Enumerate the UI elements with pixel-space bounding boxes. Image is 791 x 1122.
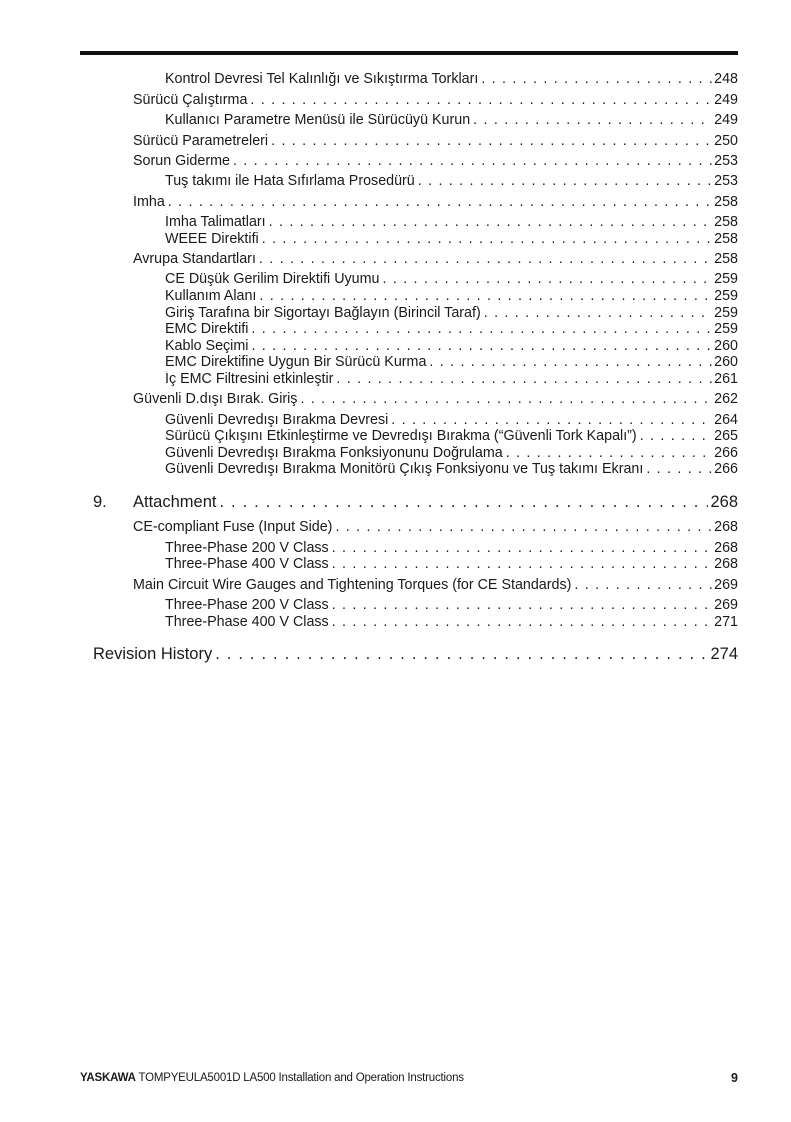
toc-entry-page: 268 (714, 540, 738, 556)
toc-entry[interactable] (133, 92, 738, 109)
toc-entry-page: 264 (714, 412, 738, 428)
toc-dot-leader (484, 305, 712, 322)
toc-entry-page: 274 (710, 645, 738, 663)
toc-entry[interactable] (133, 153, 738, 170)
toc-entry-title: EMC Direktifine Uygun Bir Sürücü Kurma (165, 354, 427, 370)
toc-entry[interactable] (165, 338, 738, 355)
toc-entry[interactable] (165, 271, 738, 288)
toc-entry-title: İmha (133, 194, 165, 210)
toc-entry[interactable] (133, 251, 738, 268)
toc-entry-title: İç EMC Filtresini etkinleştir (165, 371, 334, 387)
toc-entry-title: Kullanım Alanı (165, 288, 257, 304)
toc-entry-title: Sürücü Çıkışını Etkinleştirme ve Devredışı Bırakma (“Güvenli Tork Kapalı”) (165, 428, 637, 444)
toc-entry-title: CE-compliant Fuse (Input Side) (133, 519, 333, 535)
toc-dot-leader (219, 492, 708, 512)
toc-dot-leader (506, 445, 712, 462)
toc-entry[interactable] (133, 391, 738, 408)
toc-dot-leader (259, 251, 712, 268)
toc-entry-title: Giriş Tarafına bir Sigortayı Bağlayın (Birincil Taraf) (165, 305, 481, 321)
toc-dot-leader (332, 614, 712, 631)
toc-entry-page: 271 (714, 614, 738, 630)
toc-entry[interactable] (133, 133, 738, 150)
toc-dot-leader (574, 577, 712, 594)
toc-entry[interactable] (165, 412, 738, 429)
toc-entry[interactable] (165, 71, 738, 88)
toc-entry-page: 260 (714, 338, 738, 354)
toc-entry-page: 253 (714, 153, 738, 169)
toc-entry-page: 258 (714, 194, 738, 210)
toc-entry[interactable] (165, 445, 738, 462)
toc-dot-leader (251, 321, 712, 338)
toc-entry-title: Kullanıcı Parametre Menüsü ile Sürücüyü Kurun (165, 112, 471, 128)
toc-entry-title: Main Circuit Wire Gauges and Tightening Torques (for CE Standards) (133, 577, 572, 593)
toc-entry-page: 258 (714, 231, 738, 247)
toc-entry-title: Güvenli D.dışı Bırak. Giriş (133, 391, 298, 407)
toc-dot-leader (233, 153, 712, 170)
toc-entry-page: 253 (714, 173, 738, 189)
toc-dot-leader (262, 231, 712, 248)
toc-entry-page: 269 (714, 597, 738, 613)
toc-dot-leader (336, 371, 712, 388)
toc-dot-leader (473, 112, 712, 129)
toc-entry-title: Sorun Giderme (133, 153, 230, 169)
toc-entry-page: 249 (714, 92, 738, 108)
toc-entry-title: Güvenli Devredışı Bırakma Fonksiyonunu Doğrulama (165, 445, 503, 461)
toc-entry[interactable] (165, 354, 738, 371)
toc-entry[interactable] (165, 540, 738, 557)
toc-entry[interactable] (165, 321, 738, 338)
toc-entry-page: 265 (714, 428, 738, 444)
toc-dot-leader (215, 644, 708, 664)
toc-entry-title: Güvenli Devredışı Bırakma Devresi (165, 412, 389, 428)
toc-entry-title: Three-Phase 400 V Class (165, 614, 329, 630)
toc-dot-leader (332, 556, 712, 573)
toc-entry-title: Attachment (133, 493, 217, 511)
toc-entry[interactable] (165, 614, 738, 631)
toc-dot-leader (481, 71, 712, 88)
toc-entry-page: 259 (714, 288, 738, 304)
footer-doc-name: TOMPYEULA5001D LA500 Installation and Operation Instructions (138, 1072, 464, 1084)
toc-entry[interactable] (165, 231, 738, 248)
toc-entry[interactable] (133, 519, 738, 536)
toc-dot-leader (418, 173, 712, 190)
toc-entry[interactable] (165, 371, 738, 388)
toc-entry-page: 262 (714, 391, 738, 407)
toc-entry[interactable] (165, 112, 738, 129)
footer-document-title (80, 1072, 464, 1084)
toc-entry[interactable] (165, 428, 738, 445)
toc-entry-title: EMC Direktifi (165, 321, 249, 337)
toc-entry-page: 268 (714, 519, 738, 535)
toc-entry-title: Güvenli Devredışı Bırakma Monitörü Çıkış Fonksiyonu ve Tuş takımı Ekranı (165, 461, 644, 477)
toc-entry-title: Kontrol Devresi Tel Kalınlığı ve Sıkıştırma Torkları (165, 71, 479, 87)
toc-entry-title: Kablo Seçimi (165, 338, 249, 354)
toc-entry-page: 248 (714, 71, 738, 87)
toc-entry-title: CE Düşük Gerilim Direktifi Uyumu (165, 271, 380, 287)
toc-entry[interactable] (165, 556, 738, 573)
toc-dot-leader (271, 133, 712, 150)
toc-entry-title: İmha Talimatları (165, 214, 266, 230)
toc-entry-page: 268 (710, 493, 738, 511)
footer-page-number: 9 (731, 1071, 738, 1085)
toc-dot-leader (332, 540, 712, 557)
toc-entry-page: 260 (714, 354, 738, 370)
toc-entry-title: Sürücü Çalıştırma (133, 92, 248, 108)
toc-dot-leader (640, 428, 712, 445)
toc-entry-page: 258 (714, 251, 738, 267)
toc-dot-leader (269, 214, 712, 231)
toc-entry-title: Tuş takımı ile Hata Sıfırlama Prosedürü (165, 173, 415, 189)
toc-entry-title: Sürücü Parametreleri (133, 133, 269, 149)
toc-entry-title: WEEE Direktifi (165, 231, 259, 247)
toc-entry[interactable] (165, 305, 738, 322)
toc-dot-leader (646, 461, 712, 478)
toc-entry[interactable] (165, 288, 738, 305)
toc-entry-page: 261 (714, 371, 738, 387)
toc-dot-leader (383, 271, 713, 288)
toc-entry[interactable] (165, 173, 738, 190)
toc-entry-title: Revision History (93, 645, 213, 663)
toc-dot-leader (300, 391, 712, 408)
toc-entry-page: 250 (714, 133, 738, 149)
toc-dot-leader (259, 288, 712, 305)
toc-entry-page: 249 (714, 112, 738, 128)
toc-dot-leader (429, 354, 712, 371)
toc-entry-page: 258 (714, 214, 738, 230)
toc-entry-page: 259 (714, 305, 738, 321)
toc-entry[interactable] (133, 194, 738, 211)
toc-entry-page: 259 (714, 271, 738, 287)
toc-entry[interactable] (165, 461, 738, 478)
toc-dot-leader (332, 597, 712, 614)
toc-dot-leader (251, 338, 712, 355)
toc-entry-page: 266 (714, 461, 738, 477)
toc-dot-leader (335, 519, 712, 536)
toc-dot-leader (168, 194, 712, 211)
toc-entry[interactable] (133, 577, 738, 594)
toc-dot-leader (391, 412, 712, 429)
toc-entry-page: 266 (714, 445, 738, 461)
toc-entry-title: Three-Phase 200 V Class (165, 540, 329, 556)
toc-entry[interactable] (165, 214, 738, 231)
toc-chapter-entry[interactable] (93, 492, 738, 512)
toc-entry[interactable] (165, 597, 738, 614)
toc-dot-leader (250, 92, 712, 109)
toc-entry-page: 269 (714, 577, 738, 593)
toc-chapter-entry[interactable] (93, 644, 738, 664)
toc-entry-page: 268 (714, 556, 738, 572)
toc-entry-title: Three-Phase 200 V Class (165, 597, 329, 613)
toc-entry-title: Avrupa Standartları (133, 251, 256, 267)
toc-entry-title: Three-Phase 400 V Class (165, 556, 329, 572)
footer-brand: YASKAWA (80, 1072, 136, 1084)
toc-entry-page: 259 (714, 321, 738, 337)
toc-chapter-number: 9. (93, 493, 107, 511)
top-rule (80, 51, 738, 55)
